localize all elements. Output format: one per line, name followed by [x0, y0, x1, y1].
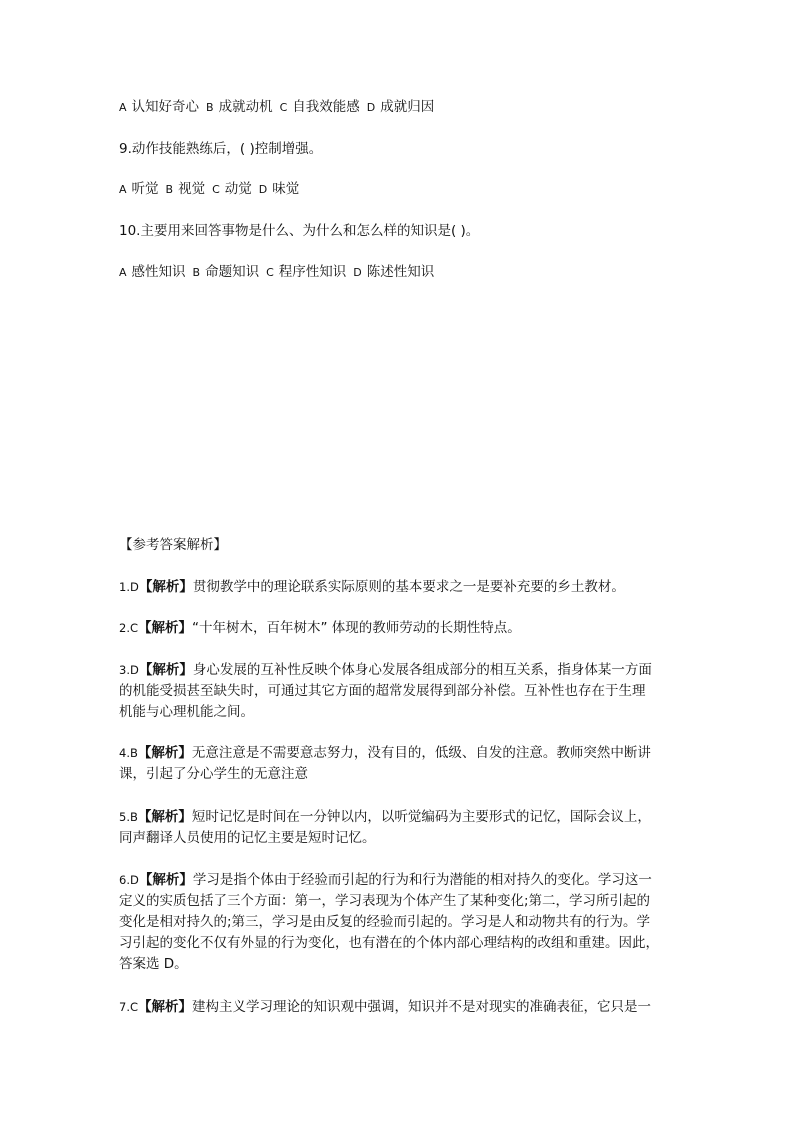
option-text: 程序性知识	[278, 264, 347, 280]
answer-text: 答案选 D。	[119, 956, 188, 972]
answer-text: 机能与心理机能之间。	[119, 704, 254, 720]
answer-line	[119, 618, 689, 639]
option-letter: A	[119, 101, 127, 114]
q10-stem: 10.主要用来回答事物是什么、为什么和怎么样的知识是( )。	[119, 223, 480, 239]
option-letter: D	[353, 266, 362, 279]
option-text: 动觉	[224, 181, 252, 197]
answer-text: 课，引起了分心学生的无意注意	[119, 766, 308, 782]
answer-text: 无意注意是不需要意志努力，没有目的，低级、自发的注意。教师突然中断讲	[191, 745, 651, 761]
option-letter: D	[366, 101, 376, 114]
option-letter: B	[206, 101, 214, 114]
option-text: 成就归因	[380, 99, 435, 115]
answer-line	[119, 743, 689, 764]
answer-label: 【解析】	[138, 579, 193, 595]
answer-line	[119, 702, 689, 723]
answer-label: 【解析】	[138, 872, 193, 888]
option-text: 成就动机	[218, 99, 273, 115]
answer-label: 【解析】	[138, 662, 193, 678]
option-letter: A	[119, 266, 127, 279]
answer-line	[119, 912, 689, 933]
answer-number: 4.B	[119, 746, 138, 760]
answer-line	[119, 933, 689, 954]
answer-number: 5.B	[119, 810, 138, 824]
option-letter: A	[119, 183, 127, 196]
answer-text: 身心发展的互补性反映个体身心发展各组成部分的相互关系，指身体某一方面	[192, 662, 652, 678]
option-text: 命题知识	[205, 264, 260, 280]
answer-line	[119, 828, 689, 849]
option-letter: D	[258, 183, 268, 196]
answer-text: 变化是相对持久的;第三，学习是由反复的经验而引起的。学习是人和动物共有的行为。学	[119, 914, 651, 930]
answer-line	[119, 807, 689, 828]
answer-label: 【解析】	[137, 745, 192, 761]
answer-line	[119, 577, 689, 598]
answer-7	[119, 997, 689, 1018]
option-text: 听觉	[131, 181, 159, 197]
option-letter: C	[212, 183, 220, 196]
answer-text: 建构主义学习理论的知识观中强调，知识并不是对现实的准确表征，它只是一	[192, 999, 652, 1015]
option-letter: B	[165, 183, 174, 196]
answer-text: 定义的实质包括了三个方面：第一，学习表现为个体产生了某种变化;第二，学习所引起的	[119, 893, 651, 909]
answer-label: 【解析】	[138, 999, 193, 1015]
option-text: 陈述性知识	[366, 264, 435, 280]
answer-label: 【解析】	[137, 809, 192, 825]
answer-number: 1.D	[119, 580, 139, 594]
answer-number: 3.D	[119, 663, 139, 677]
answer-line	[119, 870, 689, 891]
q10-options	[119, 262, 689, 283]
option-text: 认知好奇心	[131, 99, 200, 115]
answer-line	[119, 660, 689, 681]
answer-text: 学习是指个体由于经验而引起的行为和行为潜能的相对持久的变化。学习这一	[192, 872, 652, 888]
answer-text: 短时记忆是时间在一分钟以内，以听觉编码为主要形式的记忆，国际会议上，	[191, 809, 651, 825]
answer-line	[119, 954, 689, 975]
answers-heading: 【参考答案解析】	[119, 537, 227, 553]
option-text: 味觉	[272, 181, 300, 197]
option-letter: C	[266, 266, 274, 279]
answer-5	[119, 807, 689, 849]
answer-number: 6.D	[119, 873, 139, 887]
answer-3	[119, 660, 689, 723]
option-text: 感性知识	[131, 264, 186, 280]
answer-number: 2.C	[119, 621, 139, 635]
answer-line	[119, 764, 689, 785]
answer-text: 习引起的变化不仅有外显的行为变化，也有潜在的个体内部心理结构的改组和重建。因此，	[119, 935, 659, 951]
answer-6	[119, 870, 689, 975]
answer-label: 【解析】	[138, 620, 193, 636]
option-text: 视觉	[178, 181, 206, 197]
answer-4	[119, 743, 689, 785]
answer-number: 7.C	[119, 1000, 139, 1014]
answer-line	[119, 681, 689, 702]
answer-1	[119, 577, 689, 598]
answer-line	[119, 891, 689, 912]
q9-options	[119, 179, 689, 200]
answer-2	[119, 618, 689, 639]
answer-text: 同声翻译人员使用的记忆主要是短时记忆。	[119, 830, 376, 846]
option-text: 自我效能感	[292, 99, 360, 115]
q9-stem: 9.动作技能熟练后，( )控制增强。	[119, 141, 323, 157]
answer-text: 的机能受损甚至缺失时，可通过其它方面的超常发展得到部分补偿。互补性也存在于生理	[119, 683, 646, 699]
answer-line	[119, 997, 689, 1018]
answer-text: “十年树木，百年树木” 体现的教师劳动的长期性特点。	[192, 620, 521, 636]
answer-text: 贯彻教学中的理论联系实际原则的基本要求之一是要补充要的乡土教材。	[192, 579, 625, 595]
option-letter: C	[279, 101, 288, 114]
q8-options	[119, 97, 689, 118]
option-letter: B	[192, 266, 201, 279]
